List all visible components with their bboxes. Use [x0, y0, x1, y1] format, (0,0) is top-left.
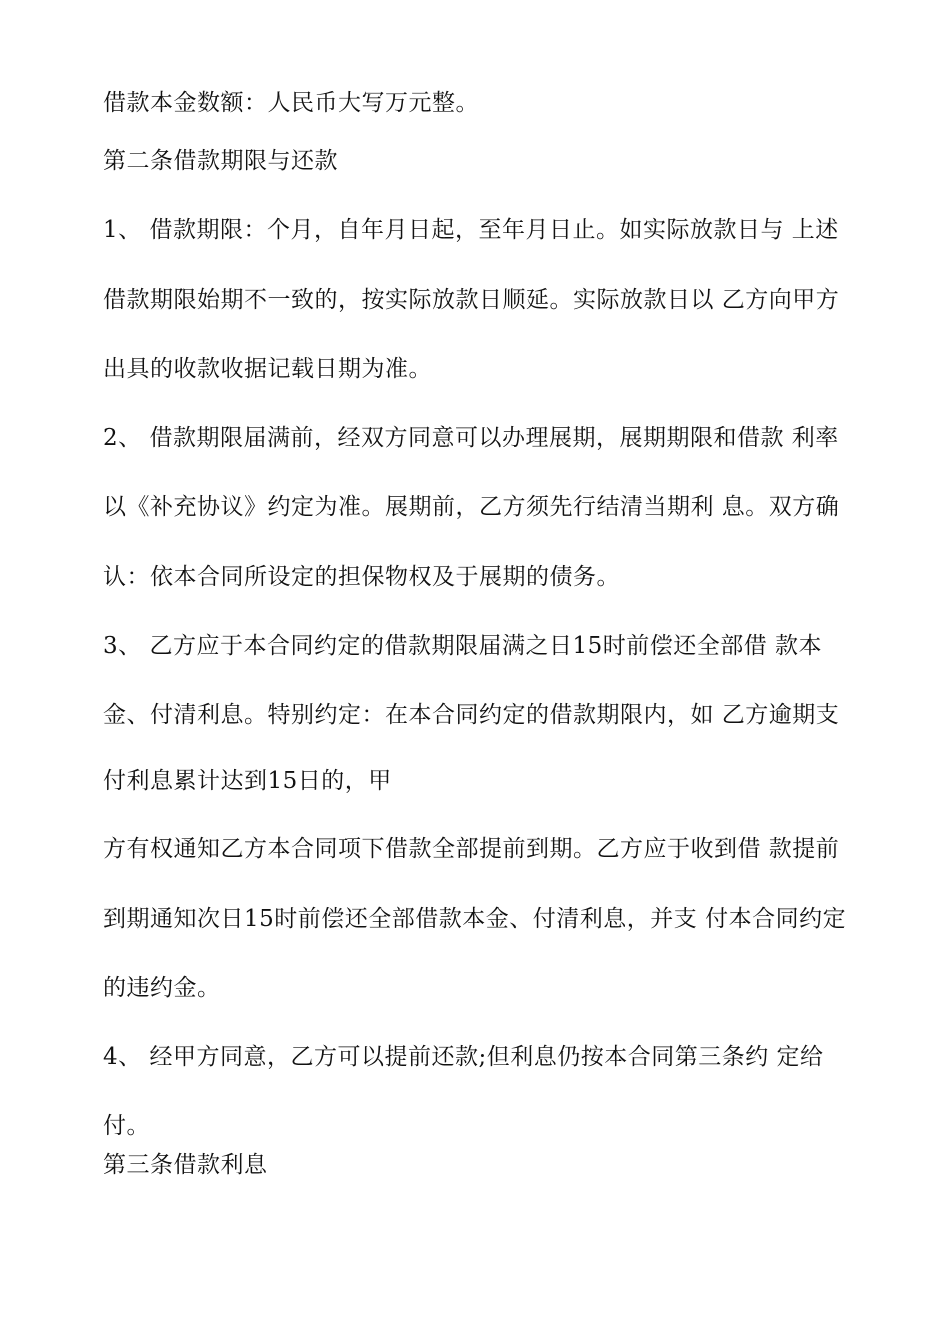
clause-4-line-2: 付。	[103, 1113, 150, 1139]
clause-2-line-2: 以《补充协议》约定为准。展期前，乙方须先行结清当期利 息。双方确	[103, 494, 840, 520]
clause-3-line-3: 付利息累计达到15日的，甲	[103, 768, 392, 794]
clause-3-line-5: 到期通知次日15时前偿还全部借款本金、付清利息，并支 付本合同约定	[103, 906, 847, 932]
clause-4-line-1: 4、 经甲方同意，乙方可以提前还款;但利息仍按本合同第三条约 定给	[103, 1044, 824, 1070]
clause-3-line-4: 方有权通知乙方本合同项下借款全部提前到期。乙方应于收到借 款提前	[103, 836, 840, 862]
clause-3-line-6: 的违约金。	[103, 975, 221, 1001]
section-heading-loan-interest: 第三条借款利息	[103, 1152, 268, 1178]
section-heading-term-and-repayment: 第二条借款期限与还款	[103, 148, 338, 174]
clause-1-line-3: 出具的收款收据记载日期为准。	[103, 356, 432, 382]
clause-2-line-1: 2、 借款期限届满前，经双方同意可以办理展期，展期期限和借款 利率	[103, 425, 839, 451]
principal-amount-line: 借款本金数额：人民币大写万元整。	[103, 90, 479, 116]
clause-3-line-2: 金、付清利息。特别约定：在本合同约定的借款期限内，如 乙方逾期支	[103, 702, 840, 728]
clause-1-line-1: 1、 借款期限：个月，自年月日起，至年月日止。如实际放款日与 上述	[103, 217, 839, 243]
clause-3-line-1: 3、 乙方应于本合同约定的借款期限届满之日15时前偿还全部借 款本	[103, 633, 823, 659]
clause-2-line-3: 认：依本合同所设定的担保物权及于展期的债务。	[103, 564, 620, 590]
clause-1-line-2: 借款期限始期不一致的，按实际放款日顺延。实际放款日以 乙方向甲方	[103, 287, 840, 313]
